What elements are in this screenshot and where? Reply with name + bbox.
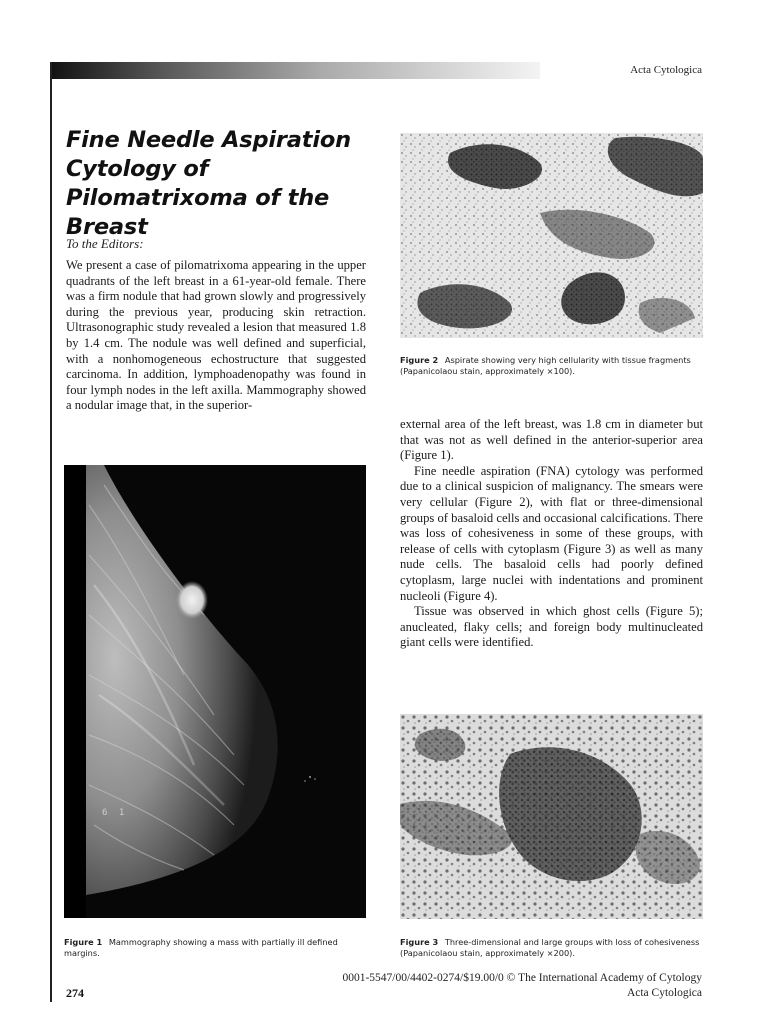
figure-1-label: Figure 1 — [64, 937, 103, 947]
figure-1-mammogram-image — [64, 465, 366, 918]
footer-journal-name: Acta Cytologica — [626, 987, 702, 999]
figure-1-caption — [64, 937, 364, 959]
cytology-illustration-high-power — [400, 714, 703, 919]
figure-2-label: Figure 2 — [400, 355, 439, 365]
figure-2-cytology-image — [400, 133, 703, 338]
figure-3-caption — [400, 937, 703, 959]
film-marker-label: 6 1 — [102, 808, 128, 818]
mammogram-illustration — [64, 465, 366, 918]
cytology-illustration-low-power — [400, 133, 703, 338]
article-title: Fine Needle Aspiration Cytology of Pilomatrixoma of the Breast — [66, 127, 351, 240]
header-gradient-bar — [50, 62, 540, 79]
figure-2-caption-text: Aspirate showing very high cellularity with tissue fragments (Papanicolaou stain, approximately ×100). — [400, 355, 691, 376]
body-paragraph-left: We present a case of pilomatrixoma appearing in the upper quadrants of the left breast in a 61-year-old female. There was a firm nodule that had grown slowly and progressively during the previous year, producing skin retraction. Ultrasonographic study revealed a lesion that measured 1.8 by 1.4 cm. The nodule was well defined and superficial, with a nonhomogeneous echostructure that suggested carcinoma. In addition, lymphoadenopathy was found in four lymph nodes in the left axilla. Mammography showed a nodular image that, in the superior- — [66, 258, 366, 413]
figure-2-caption — [400, 355, 703, 377]
body-paragraph-right-2: Fine needle aspiration (FNA) cytology was performed due to a clinical suspicion of malignancy. The smears were very cellular (Figure 2), with flat or three-dimensional groups of basaloid cells and occasional calcifications. There was loss of cohesiveness in some of these groups, with release of cells with cytoplasm (Figure 3) as well as many nude cells. The basaloid cells had poorly defined cytoplasm, large nuclei with indentations and prominent nucleoli (Figure 4). — [400, 463, 703, 603]
page-number: 274 — [66, 986, 84, 1000]
salutation: To the Editors: — [66, 236, 144, 251]
body-paragraph-right-3: Tissue was observed in which ghost cells (Figure 5); anucleated, flaky cells; and foreign body multinucleated giant cells were identified. — [400, 604, 703, 650]
running-header-journal: Acta Cytologica — [630, 64, 702, 76]
body-paragraph-right-1: external area of the left breast, was 1.8 cm in diameter but that was not as well defined in the anterior-superior area (Figure 1). — [400, 417, 703, 463]
figure-3-caption-text: Three-dimensional and large groups with loss of cohesiveness (Papanicolaou stain, approximately ×200). — [400, 937, 700, 958]
body-column-right — [400, 417, 703, 651]
footer-copyright: 0001-5547/00/4402-0274/$19.00/0 © The International Academy of Cytology — [342, 972, 702, 984]
left-margin-rule — [50, 62, 52, 1002]
figure-3-cytology-image — [400, 714, 703, 919]
figure-1-caption-text: Mammography showing a mass with partially ill defined margins. — [64, 937, 338, 958]
figure-3-label: Figure 3 — [400, 937, 439, 947]
